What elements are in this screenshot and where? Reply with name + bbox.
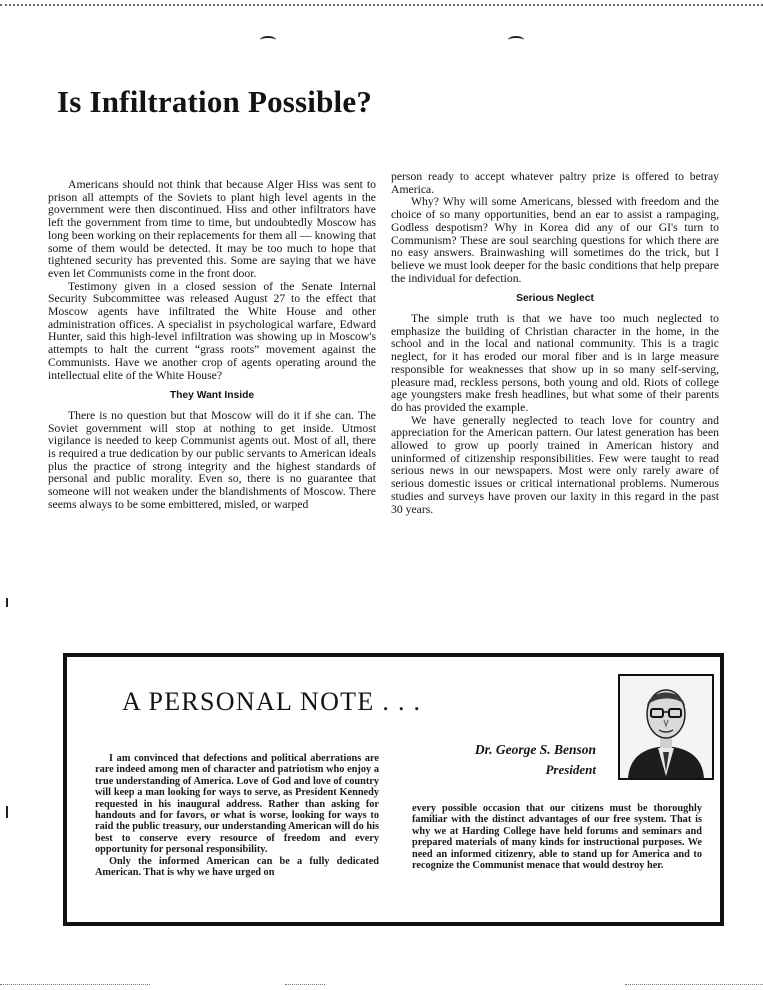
- registration-mark-left: [260, 36, 276, 44]
- author-portrait-drawing: [620, 676, 712, 778]
- bottom-dotted-rule: [285, 984, 325, 985]
- bottom-dotted-rule: [625, 984, 763, 985]
- scan-speck: [6, 598, 8, 607]
- signature-name: Dr. George S. Benson: [474, 742, 596, 757]
- section-heading-they-want-inside: They Want Inside: [169, 390, 255, 402]
- left-paragraph-1: Americans should not think that because Alger Hiss was sent to prison all attempts of the Soviets to plant high level agents in the government were then discontinued. Hiss and other infiltrators have left the government from time to time, but undoubtedly Moscow has long been working on their replacements for them all — knowing that some of them would be detected. It may be too much to hope that tightened security has prevented this. Some are saying that we have even let Communists come in the front door.: [48, 178, 376, 280]
- right-paragraph-2: Why? Why will some Americans, blessed with freedom and the choice of so many opportunities, bend an ear to assist a rampaging, Godless despotism? Why in Korea did any of our GI's turn to Communism? These are soul searching questions for which there are no easy answers. Brainwashing will sometimes do the trick, but I believe we must look deeper for the basic conditions that help prepare the individual for defection.: [391, 195, 719, 285]
- signature-title: President: [545, 762, 596, 777]
- section-heading-serious-neglect: Serious Neglect: [516, 293, 594, 305]
- right-paragraph-3: The simple truth is that we have too much neglected to emphasize the building of Christian character in the home, in the school and in the local and national community. This is a tragic neglect, for it has eroded our moral fiber and is in large measure responsible for weaknesses that show up in so many self-serving, pleasure mad, reckless persons, both young and old. Riots of college age youngsters make fresh headlines, but what some of their parents do has provided the example.: [391, 312, 719, 414]
- article-left-column: [48, 179, 376, 512]
- article-title: Is Infiltration Possible?: [57, 84, 373, 119]
- personal-note-box: [63, 653, 724, 926]
- personal-note-heading: A PERSONAL NOTE . . .: [122, 687, 422, 716]
- note-paragraph-2: Only the informed American can be a fully dedicated American. That is why we have urged on: [95, 855, 379, 879]
- right-paragraph-1: person ready to accept whatever paltry prize is offered to betray America.: [391, 170, 719, 196]
- left-paragraph-3: There is no question but that Moscow will do it if she can. The Soviet government will stop at nothing to get inside. Utmost vigilance is needed to keep Communist agents out. Most of all, there is required a true dedication by our public servants to American ideals plus the practice of strong integrity and the highest standards of personal and public morality. Even so, there is no guarantee that someone will not weaken under the blandishments of Moscow. There seems always to be some embittered, misled, or warped: [48, 408, 376, 511]
- scan-speck: [6, 806, 8, 818]
- personal-note-left-column: [95, 753, 379, 878]
- note-paragraph-3: every possible occasion that our citizens must be thoroughly familiar with the distinct advantages of our free system. That is why we at Harding College have held forums and seminars and prepared materials of many kinds for instructional purposes. We need an informed citizenry, able to stand up for America and to recognize the Communist menace that would destroy her.: [412, 803, 702, 872]
- article-right-column: [391, 171, 719, 516]
- left-paragraph-2: Testimony given in a closed session of the Senate Internal Security Subcommittee was released August 27 to the effect that Moscow agents have infiltrated the White House and other administration offices. A specialist in psychological warfare, Edward Hunter, said this high-level infiltration was showing up in Moscow's attempts to halt the current “grass roots” movement against the Communists. Have we another crop of agents operating around the intellectual elite of the White House?: [48, 279, 376, 382]
- note-paragraph-1: I am convinced that defections and political aberrations are rare indeed among men of character and patriotism who enjoy a true understanding of America. Love of God and love of country will keep a man looking for ways to serve, as President Kennedy requested in his inaugural address. Rather than asking for handouts and for favors, or what is worse, looking for ways to raid the public treasury, our understanding American will do his best to conserve every resource of freedom and every opportunity for personal responsibility.: [95, 753, 379, 856]
- author-portrait: [618, 674, 714, 780]
- registration-mark-right: [508, 36, 524, 44]
- bottom-dotted-rule: [0, 984, 150, 985]
- personal-note-right-column: [412, 803, 702, 871]
- top-dotted-rule: [0, 4, 763, 6]
- right-paragraph-4: We have generally neglected to teach love for country and appreciation for the American pattern. Our latest generation has been allowed to grow up poorly trained in American history and uninformed of citizenship responsibilities. Few were taught to read serious news in our newspapers. Most were only rarely aware of serious domestic issues or critical international problems. Numerous studies and surveys have proven our laxity in this regard in the past 30 years.: [391, 413, 719, 516]
